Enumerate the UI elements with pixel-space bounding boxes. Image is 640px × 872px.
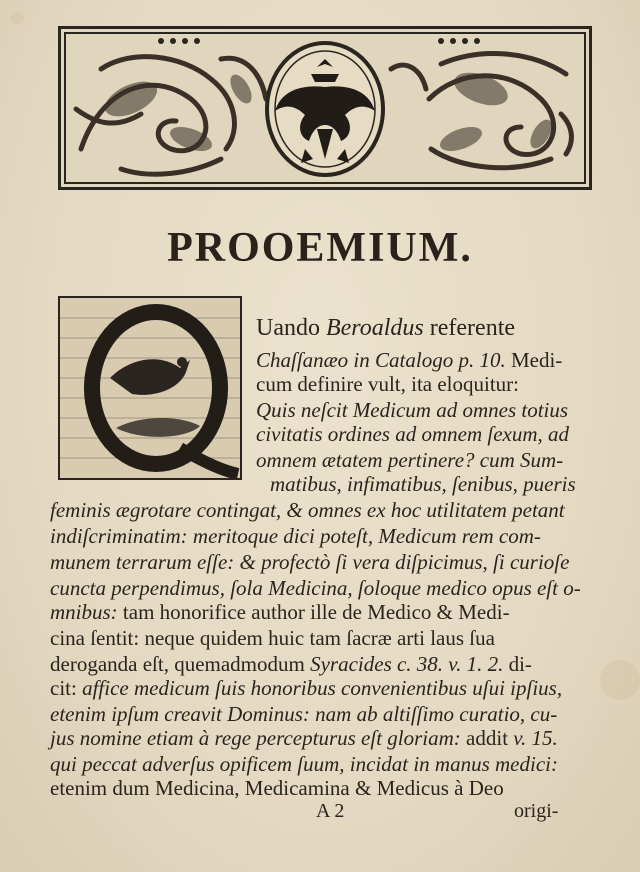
text-run: affice medicum ſuis honoribus convenientibus uſui ipſius, — [82, 676, 563, 700]
text-run: mnibus: — [50, 600, 118, 624]
stain — [10, 12, 24, 24]
text-run: cit: — [50, 676, 83, 700]
text-run: indiſcriminatim: meritoque dici poteſt, Medicum rem com- — [50, 524, 541, 548]
text-run: omnem ætatem pertinere? cum Sum- — [256, 448, 564, 472]
text-run: Chaſſanæo in Catalogo p. 10. — [256, 348, 506, 372]
text-line — [50, 702, 557, 726]
text-run: cuncta perpendimus, ſola Medicina, ſoloque medico opus eſt o- — [50, 576, 581, 600]
text-line — [256, 398, 568, 422]
text-run: di- — [503, 652, 532, 676]
text-line — [50, 752, 558, 776]
text-run: etenim dum Medicina, Medicamina & Medicus à Deo — [50, 776, 504, 800]
text-line — [50, 600, 510, 624]
signature-mark: A 2 — [316, 800, 345, 822]
text-run: Quis neſcit Medicum ad omnes totius — [256, 398, 569, 422]
text-line — [50, 776, 504, 800]
headpiece-foliage-eagle-illustration — [61, 29, 589, 187]
stain — [600, 660, 640, 700]
text-run: referente — [423, 315, 516, 341]
text-line — [50, 726, 558, 750]
text-line — [50, 498, 565, 522]
text-line — [50, 576, 581, 600]
text-run: etenim ipſum creavit Dominus: nam ab altiſſimo curatio, cu- — [50, 702, 558, 726]
text-line — [50, 550, 569, 574]
text-line — [270, 472, 576, 496]
text-run: v. 15. — [513, 726, 558, 750]
text-run: qui peccat adverſus opificem ſuum, incidat in manus medici: — [50, 752, 558, 776]
text-line — [256, 422, 569, 446]
text-run: civitatis ordines ad omnem ſexum, ad — [256, 422, 570, 446]
page-title: PROOEMIUM. — [167, 225, 473, 271]
text-run: tam honorifice author ille de Medico & Medi- — [117, 600, 510, 624]
decorated-initial-q — [58, 296, 242, 480]
text-line — [50, 524, 541, 548]
ornamental-headpiece — [58, 26, 592, 190]
text-run: addit — [460, 726, 514, 750]
text-run: Syracides c. 38. v. 1. 2. — [310, 652, 504, 676]
text-run: cum definire vult, ita eloquitur: — [256, 372, 520, 396]
text-run: Uando — [256, 315, 326, 341]
initial-q-bird-illustration — [60, 298, 240, 478]
text-run: munem terrarum eſſe: & profectò ſi vera diſpicimus, ſi curioſe — [50, 550, 570, 574]
text-run: feminis ægrotare contingat, & omnes ex hoc utilitatem petant — [50, 498, 565, 522]
text-line — [256, 372, 519, 396]
text-line — [50, 676, 562, 700]
catchword: origi- — [514, 800, 559, 822]
text-run: Medi- — [505, 348, 563, 372]
text-line — [256, 448, 563, 472]
text-line — [50, 626, 495, 650]
text-line — [50, 652, 532, 676]
text-line — [256, 348, 562, 372]
text-run: jus nomine etiam à rege percepturus eſt gloriam: — [50, 726, 461, 750]
text-line — [256, 316, 515, 340]
text-run: Beroaldus — [325, 315, 424, 341]
text-run: deroganda eſt, quemadmodum — [50, 652, 311, 676]
text-run: matibus, infimatibus, ſenibus, pueris — [270, 472, 576, 496]
text-run: cina ſentit: neque quidem huic tam ſacræ arti laus ſua — [50, 626, 495, 650]
